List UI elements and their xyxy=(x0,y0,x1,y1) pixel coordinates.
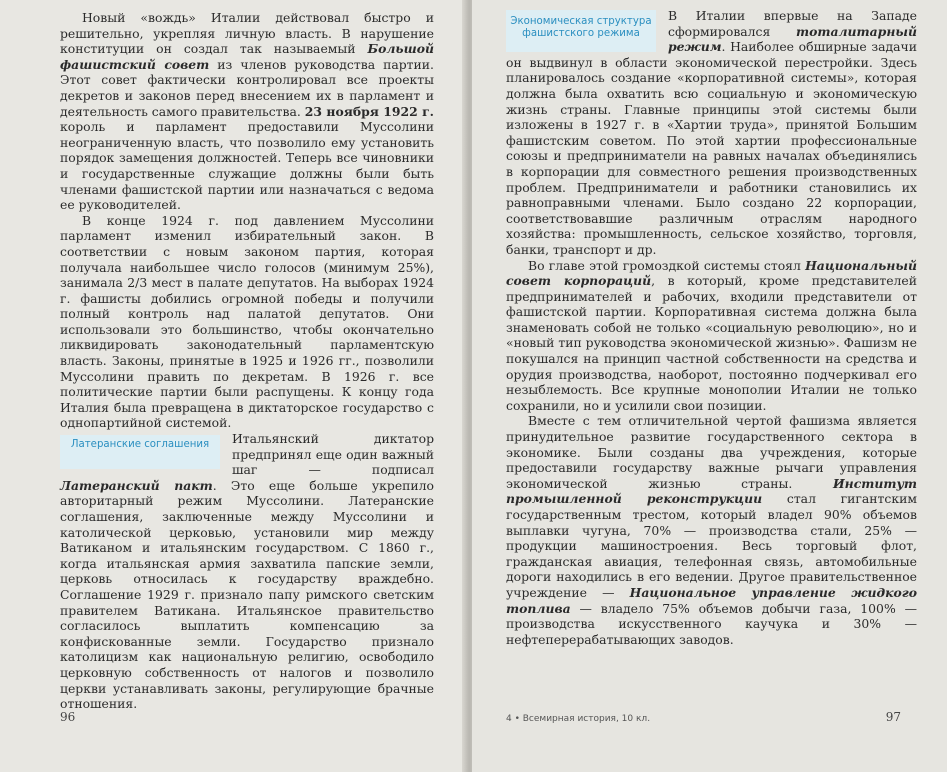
right-page xyxy=(472,0,947,772)
term: Большой фашистский совет xyxy=(60,41,434,72)
sidebar-heading: Латеранские соглашения xyxy=(60,435,220,469)
paragraph: Итальянский диктатор предпринял еще один важный шаг — подписал Латеранский пакт. Это еще больше укрепило авторитарный режим Муссолини. Латеранские соглашения, заключенные между Муссолини и католической церковью, установили мир между Ватиканом и итальянским государством. С 1860 г., когда итальянская армия захватила папские земли, церковь относилась к государству враждебно. Соглашение 1929 г. признало папу римского светским правителем Ватикана. Итальянское правительство согласилось выплатить компенсацию за конфискованные земли. Государство признало католицизм как национальную религию, освободило церковную собственность от налогов и позволило церкви устанавливать законы, регулирующие брачные отношения. xyxy=(60,431,434,712)
left-text-block xyxy=(60,10,434,712)
paragraph: Вместе с тем отличительной чертой фашизма является принудительное развитие государственного сектора в экономике. Были созданы два учреждения, которые предоставили государству важные рычаги управления экономической жизнью страны. Институт промышленной реконструкции стал гигантским государственным трестом, который владел 90% объемов выплавки чугуна, 70% — производства стали, 25% — продукции машиностроения. Весь торговый флот, гражданская авиация, телефонная связь, автомобильные дороги находились в его ведении. Другое правительственное учреждение — Национальное управление жидкого топлива — владело 75% объемов добычи газа, 100% — производства искусственного каучука и 30% — нефтеперерабатывающих заводов. xyxy=(506,413,917,647)
paragraph: Новый «вождь» Италии действовал быстро и решительно, укрепляя личную власть. В нарушение конституции он создал так называемый Большой фашистский совет из членов руководства партии. Этот совет фактически контролировал все проекты декретов и законов перед внесением их в парламент и деятельность самого правительства. 23 ноября 1922 г. король и парламент предоставили Муссолини неограниченную власть, что позволило ему установить порядок замещения должностей. Теперь все чиновники и государственные служащие должны были быть членами фашистской партии или назначаться с ведома ее руководителей. xyxy=(60,10,434,213)
term: тоталитарный режим xyxy=(668,23,917,55)
page-number: 97 xyxy=(885,710,901,724)
right-text-block xyxy=(506,8,917,647)
term: Национальное управление жидкого топлива xyxy=(506,584,917,616)
left-page xyxy=(0,0,468,772)
sidebar-heading: Экономическая структура фашистского режима xyxy=(506,10,656,52)
page-number: 96 xyxy=(60,710,76,724)
term: Латеранский пакт xyxy=(60,477,213,493)
footnote: 4 • Всемирная история, 10 кл. xyxy=(506,714,651,724)
date-highlight: 23 ноября 1922 г. xyxy=(304,103,434,119)
paragraph: В Италии впервые на Западе сформировался тоталитарный режим. Наиболее обширные задачи он выдвинул в области экономической перестройки. Здесь планировалось создание «корпоративной системы», которая должна была охватить всю социальную и экономическую жизнь страны. Главные принципы этой системы были изложены в 1927 г. в «Хартии труда», принятой Большим фашистским советом. По этой хартии профессиональные союзы и предприниматели на равных началах объединялись в корпорации для совместного решения производственных проблем. Предприниматели и работники становились их равноправными членами. Было создано 22 корпорации, соответствовавшие различным отраслям народного хозяйства: промышленность, сельское хозяйство, торговля, банки, транспорт и др. xyxy=(506,8,917,257)
paragraph: В конце 1924 г. под давлением Муссолини парламент изменил избирательный закон. В соответствии с новым законом партия, которая получала наибольшее число голосов (минимум 25%), занимала 2/3 мест в палате депутатов. На выборах 1924 г. фашисты добились огромной победы и получили полный контроль над палатой депутатов. Они использовали это большинство, чтобы окончательно ликвидировать законодательный парламентскую власть. Законы, принятые в 1925 и 1926 гг., позволили Муссолини править по декретам. В 1926 г. все политические партии были распущены. К концу года Италия была превращена в диктаторское государство с однопартийной системой. xyxy=(60,212,434,431)
paragraph: Во главе этой громоздкой системы стоял Национальный совет корпораций, в который, кроме представителей предпринимателей и рабочих, входили представители от фашистской партии. Корпоративная система должна была знаменовать собой не только «социальную революцию», но и «новый тип руководства экономической жизнью». Фашизм не покушался на принцип частной собственности на средства и орудия производства, наоборот, постоянно подчеркивал его незыблемость. Все крупные монополии Италии не только сохранили, но и усилили свои позиции. xyxy=(506,257,917,413)
term: Национальный совет корпораций xyxy=(506,257,917,289)
term: Институт промышленной реконструкции xyxy=(506,475,917,507)
